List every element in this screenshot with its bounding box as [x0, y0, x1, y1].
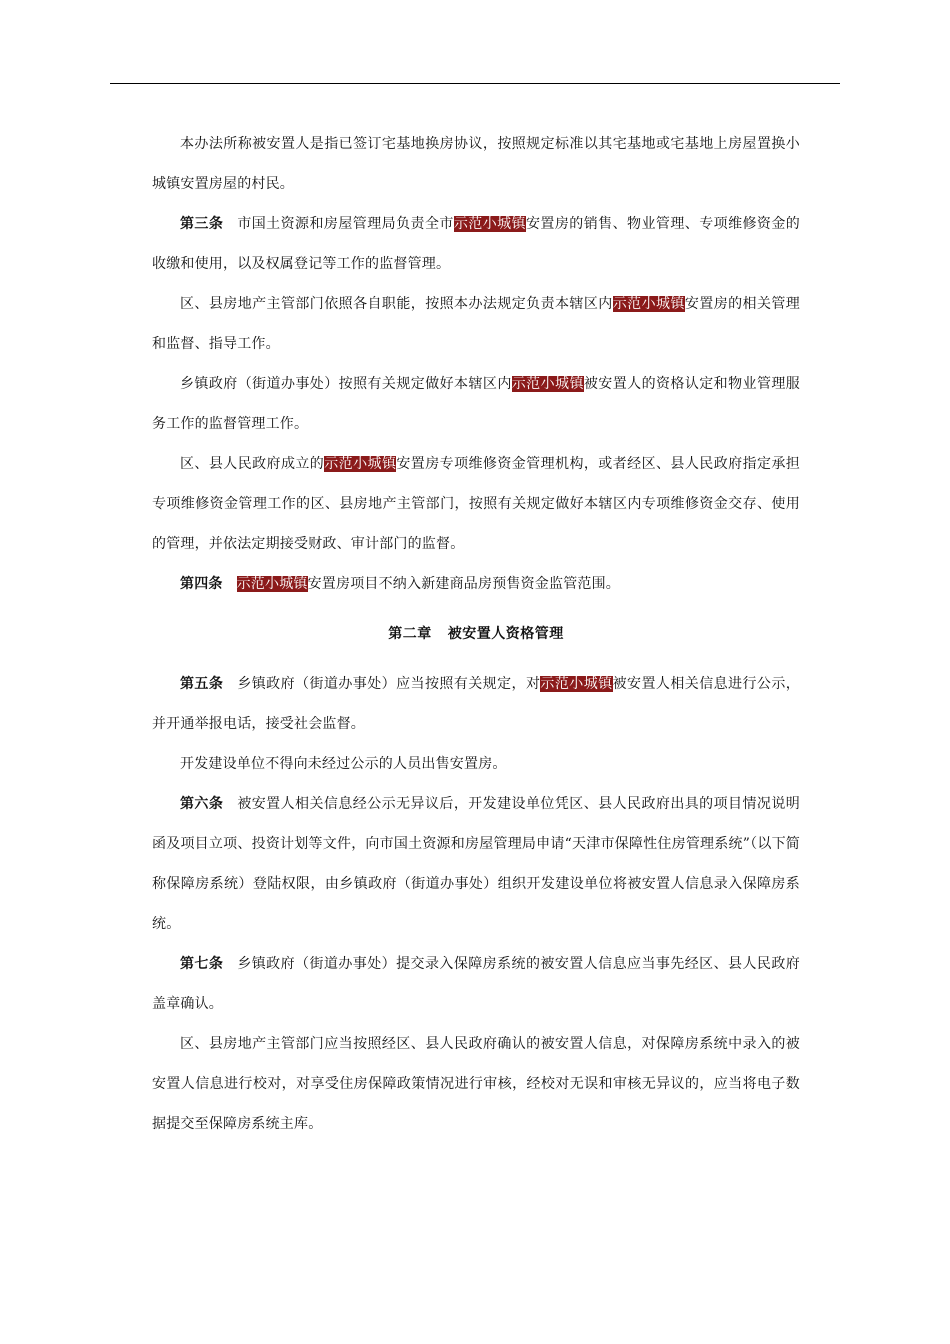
- chapter-heading: [152, 614, 800, 654]
- paragraph-text: 开发建设单位不得向未经过公示的人员出售安置房。: [180, 756, 507, 772]
- article-number: 第四条: [180, 576, 223, 592]
- chapter-title: 被安置人资格管理: [447, 626, 564, 642]
- article-7: [152, 944, 800, 1024]
- paragraph-text: 本办法所称被安置人是指已签订宅基地换房协议，按照规定标准以其宅基地或宅基地上房屋置换小城镇安置房屋的村民。: [152, 136, 800, 192]
- article-5: [152, 664, 800, 744]
- highlighted-term: 示范小城镇: [236, 576, 308, 592]
- article-number: 第三条: [180, 216, 224, 232]
- header-rule: [110, 83, 840, 84]
- article-6: [152, 784, 800, 944]
- highlighted-term: 示范小城镇: [540, 676, 613, 692]
- paragraph-text: 被安置人的资格认定和物业管理服务工作的监督管理工作。: [152, 376, 801, 432]
- document-body: [152, 124, 800, 1144]
- highlighted-term: 示范小城镇: [612, 296, 685, 312]
- highlighted-term: 示范小城镇: [511, 376, 584, 392]
- paragraph-text: 区、县房地产主管部门应当按照经区、县人民政府确认的被安置人信息，对保障房系统中录入的被安置人信息进行校对，对享受住房保障政策情况进行审核，经校对无误和审核无异议的，应当将电子数据提交至保障房系统主库。: [152, 1036, 800, 1132]
- paragraph-verification: [152, 1024, 800, 1144]
- paragraph-text: 安置房项目不纳入新建商品房预售资金监管范围。: [307, 576, 621, 592]
- paragraph-text: 区、县人民政府成立的: [180, 456, 325, 472]
- paragraph-text: 乡镇政府（街道办事处）应当按照有关规定，对: [237, 676, 541, 692]
- article-4: [152, 564, 800, 604]
- paragraph-text: 区、县房地产主管部门依照各自职能，按照本办法规定负责本辖区内: [180, 296, 613, 312]
- paragraph-text: 乡镇政府（街道办事处）按照有关规定做好本辖区内: [180, 376, 512, 392]
- paragraph-text: 乡镇政府（街道办事处）提交录入保障房系统的被安置人信息应当事先经区、县人民政府盖章确认。: [152, 956, 800, 1012]
- paragraph-resettled-definition: [152, 124, 800, 204]
- paragraph-text: 被安置人相关信息经公示无异议后，开发建设单位凭区、县人民政府出具的项目情况说明函及项目立项、投资计划等文件，向市国土资源和房屋管理局申请“天津市保障性住房管理系统”（以下简称保障房系统）登陆权限，由乡镇政府（街道办事处）组织开发建设单位将被安置人信息录入保障房系统。: [152, 796, 800, 932]
- article-number: 第五条: [180, 676, 224, 692]
- highlighted-term: 示范小城镇: [324, 456, 397, 472]
- paragraph-text: 市国土资源和房屋管理局负责全市: [237, 216, 454, 232]
- article-number: 第六条: [180, 796, 224, 812]
- paragraph-text: 安置房的销售、物业管理、专项维修资金的收缴和使用，以及权属登记等工作的监督管理。: [152, 216, 801, 272]
- article-number: 第七条: [180, 956, 224, 972]
- paragraph-text: 安置房专项维修资金管理机构，或者经区、县人民政府指定承担专项维修资金管理工作的区、县房地产主管部门，按照有关规定做好本辖区内专项维修资金交存、使用的管理，并依法定期接受财政、审计部门的监督。: [152, 456, 801, 552]
- paragraph-maintenance-fund: [152, 444, 800, 564]
- paragraph-text: 被安置人相关信息进行公示，并开通举报电话，接受社会监督。: [152, 676, 800, 732]
- highlighted-term: 示范小城镇: [453, 216, 526, 232]
- paragraph-no-unpublicized-sale: [152, 744, 800, 784]
- article-3: [152, 204, 800, 284]
- paragraph-township-duty: [152, 364, 800, 444]
- paragraph-district-supervision: [152, 284, 800, 364]
- chapter-number: 第二章: [388, 626, 432, 642]
- paragraph-text: 安置房的相关管理和监督、指导工作。: [152, 296, 801, 352]
